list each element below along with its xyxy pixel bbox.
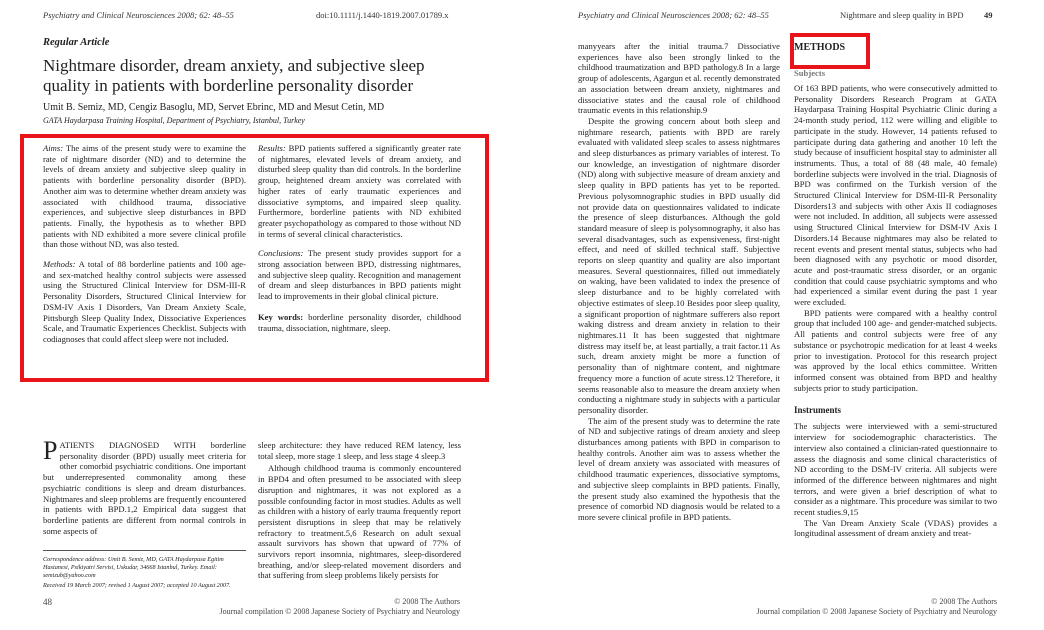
journal-compilation: Journal compilation © 2008 Japanese Society of Psychiatry and Neurology [756,607,997,616]
body-right-column [258,440,461,581]
received-dates: Received 19 March 2007; revised 1 August 2007; accepted 10 August 2007. [43,582,231,590]
running-title: Nightmare and sleep quality in BPD [840,10,964,20]
abstract-left-column [43,143,246,345]
subjects-paragraph-1: Of 163 BPD patients, who were consecutively admitted to Personality Disorders Research Program at GATA Haydarpasa Training Hospital Psychiatric Clinic during a 24-month study period, 112 were willing and eligible to participate in the study. However, 14 patients refused to participate during data gathering and another 10 left the study because of insufficient hospital stay to administer all instruments. Thus, a total of 88 (48 male, 40 female) borderline subjects were involved in the trial. Diagnosis of BPD was confirmed on the Turkish version of the Structured Clinical Interview for DSM-III-R Personality Disorders13 and subjects with other Axis II codiagnoses were not included. In addition, all subjects were assessed using Structured Clinical Interview for DSM-IV Axis I Disorders.14 Because nightmares may also be related to recent events and present mental status, subjects who had been diagnosed with any psychotic or mood disorder, acute and post-traumatic stress disorder, or an organic condition that could cause psychiatric symptoms and who had experienced a similar event during the past 1 year were excluded. [794,83,997,308]
methods-text: A total of 88 borderline patients and 100 age- and sex-matched healthy control subjects were assessed using the Structured Clinical Interview for DSM-III-R Personality Disorders, Structured Clinical Interview for DSM-IV Axis I Disorders, Van Dream Anxiety Scale, Pittsburgh Sleep Quality Index, Dissociative Experiences Scale, and Traumatic Experiences Checklist. Subjects with codiagnoses that could affect sleep were not included. [43,259,246,344]
page-number: 48 [43,597,52,607]
copyright: © 2008 The Authors [394,597,460,606]
methods-heading: METHODS [794,42,846,53]
footnote-divider [43,550,246,551]
results-label: Results: [258,143,286,153]
conclusions-text: The present study provides support for a strong association between BPD, distressing nightmares, and subjective sleep quality. Recognition and management of dream and sleep disturbances in BPD patients might lead to improvements in their global clinical picture. [258,248,461,302]
keywords-text: borderline personality disorder, childhood trauma, dissociation, nightmare, sleep. [258,311,462,333]
copyright: © 2008 The Authors [931,597,997,606]
abstract-methods [43,259,246,345]
instruments-paragraph-2: The Van Dream Anxiety Scale (VDAS) provides a longitudinal assessment of dream anxiety and treat- [794,517,997,539]
instruments-heading: Instruments [794,405,842,416]
abstract-aims [43,143,246,250]
instruments-paragraph-1: The subjects were interviewed with a semi-structured interview for sociodemographic characteristics. The interview also contained a clinician-rated questionnaire to assess the diagnosis and some clinical characteristics of ND according to the DSM-IV criteria. All subjects were informed of the difference between nightmares and night terrors, and were given a brief description of what to consider as a nightmare. This procedure was similar to two recent studies.9,15 [794,421,997,518]
right-page [534,0,1044,630]
intro-paragraph [43,436,246,536]
journal-compilation: Journal compilation © 2008 Japanese Society of Psychiatry and Neurology [219,607,460,616]
affiliation: GATA Haydarpasa Training Hospital, Department of Psychiatry, Istanbul, Turkey [43,116,305,125]
abstract-conclusions [258,248,461,302]
intro-text: borderline personality disorder (BPD) usually meet criteria for other comorbid psychiatric conditions. One important but underrepresented commonality among these psychiatric conditions is sleep and dream disturbances. Nightmares and sleep problems are frequently encountered in patients with BPD.1,2 Empirical data suggest that borderline patients are different from normal controls in some aspects of [43,440,246,536]
right-column-1 [578,41,780,523]
body-left-column [43,436,246,590]
abstract-results [258,143,461,239]
methods-heading-box [794,41,997,81]
journal-header: Psychiatry and Clinical Neurosciences 2008; 62: 48–55 [578,10,769,20]
keywords-label: Key words: [258,311,304,322]
journal-header: Psychiatry and Clinical Neurosciences 2008; 62: 48–55 [43,10,234,20]
body-paragraph-1: sleep architecture: they have reduced REM latency, less total sleep, more stage 1 sleep, and less stage 4 sleep.3 [258,440,461,461]
doi: doi:10.1111/j.1440-1819.2007.01789.x [316,10,449,20]
methods-label: Methods: [43,259,76,270]
aims-label: Aims: [43,143,64,153]
results-text: BPD patients suffered a significantly greater rate of nightmares, elevated levels of dream anxiety, and disturbed sleep quality than did controls. In the borderline group, heightened dream anxiety was correlated with higher rates of early traumatic experiences and dissociative symptoms, and impaired sleep quality. Furthermore, borderline patients with ND exhibited greater psychopathology as compared to those without ND in terms of several clinical characteristics. [258,143,462,239]
body-paragraph-1: manyyears after the initial trauma.7 Dissociative experiences have also been strongly linked to the childhood traumatization and BPD pathology.8 In a large group of adolescents, Agargun et al. recently demonstrated an association between dream anxiety, nightmares and dissociative states and the causal role of childhood traumatic events in this relationship.9 [578,41,780,116]
correspondence: Correspondence address: Umit B. Semiz, MD, GATA Haydarpasa Egitim Hastanesi, Psikiyatri Servisi, Uskudar, 34668 Istanbul, Turkey. Email: semizub@yahoo.com [43,556,224,580]
page-number: 49 [984,10,993,20]
aims-text: The aims of the present study were to examine the rate of nightmare disorder (ND) and to determine the levels of dream anxiety and subjective sleep quality in patients with borderline personality disorder (BPD). Another aim was to determine whether dream anxiety was associated with childhood trauma, dissociative experiences, and subjective sleep disturbances in BPD patients. Finally, the hypothesis as to whether BPD patients with ND exhibited a more severe clinical profile than those without ND, was also tested. [43,143,247,250]
keywords [258,312,461,333]
intro-caps: ATIENTS DIAGNOSED WITH [59,440,197,450]
conclusions-label: Conclusions: [258,248,304,259]
article-title: Nightmare disorder, dream anxiety, and subjective sleep quality in patients with borderline personality disorder [43,56,425,95]
body-paragraph-2: Although childhood trauma is commonly encountered in BPD4 and often presumed to be associated with sleep disruption and nightmares, it was not explored as a possible confounding factor in most studies. Adults as well as children with a history of early trauma frequently report persistent disruptions in sleep that may be relatively refractory to treatment.5,6 Research on adult sexual assault survivors has shown that upward of 77% of survivors report insomnia, nightmares, sleep-disordered breathing, and/or sleep-related movement disorders and that suffering from sleep problems likely persists for [258,463,461,581]
left-page [0,0,510,630]
body-paragraph-2: Despite the growing concern about both sleep and nightmare research, patients with BPD are rarely evaluated with validated sleep scales to assess nightmares and sleep disturbances as primary variables of interest. To our knowledge, an investigation of nightmare disorder (ND) along with subjective measure of dream anxiety and sleep quality in BPD patients has yet to be reported. Previous polysomnographic studies in BPD usually did not provide data on questionnaires validated to indicate the presence of sleep disturbances. Although the gold standard measure of sleep is polysomnography, it also has several disadvantages, such as expensiveness, first-night effect, and need of skilled technical staff. Subjective reports on sleep quantity and quality are also important measures. Several questionnaires, filled out immediately on waking, have been validated to index the presence of sleep disturbance and to be highly correlated with objective estimates of sleep.10 Besides poor sleep quality, a significant proportion of nightmare sufferers also report waking distress and dream anxiety in relation to their nightmares.11 It has been suggested that nightmare distress may itself be, at least partially, a trait factor.11 As such, dream anxiety might be more a function of personality than of nightmare content, and nightmare frequency more a function of acute stress.12 Therefore, it seems reasonable also to measure the dream anxiety when conducting a nightmare study in subjects with a particular personality disorder. [578,115,780,415]
subjects-heading: Subjects [794,68,826,78]
abstract-right-column [258,143,461,333]
drop-cap: P [43,436,58,465]
authors: Umit B. Semiz, MD, Cengiz Basoglu, MD, Servet Ebrinc, MD and Mesut Cetin, MD [43,102,385,113]
right-column-2 [794,41,997,539]
subjects-paragraph-2: BPD patients were compared with a healthy control group that included 100 age- and gender-matched subjects. All patients and control subjects were free of any substance or psychotropic medication for at least 4 weeks prior to investigation. Protocol for this research project was approved by the local ethics committee. Written informed consent was obtained from BPD and healthy subjects prior to study participation. [794,307,997,393]
body-paragraph-3: The aim of the present study was to determine the rate of ND and subjective ratings of dream anxiety and sleep disturbances among patients with BPD in comparison to healthy controls. Another aim was to assess whether the level of dream anxiety was associated with measures of childhood traumatic experiences, dissociative symptoms, and subjective sleep complaints in BPD patients. Finally, the present study also examined the hypothesis that the presence of comorbid ND diagnosis would be related to a more severe clinical profile in BPD patients. [578,415,780,522]
article-type: Regular Article [43,37,110,48]
